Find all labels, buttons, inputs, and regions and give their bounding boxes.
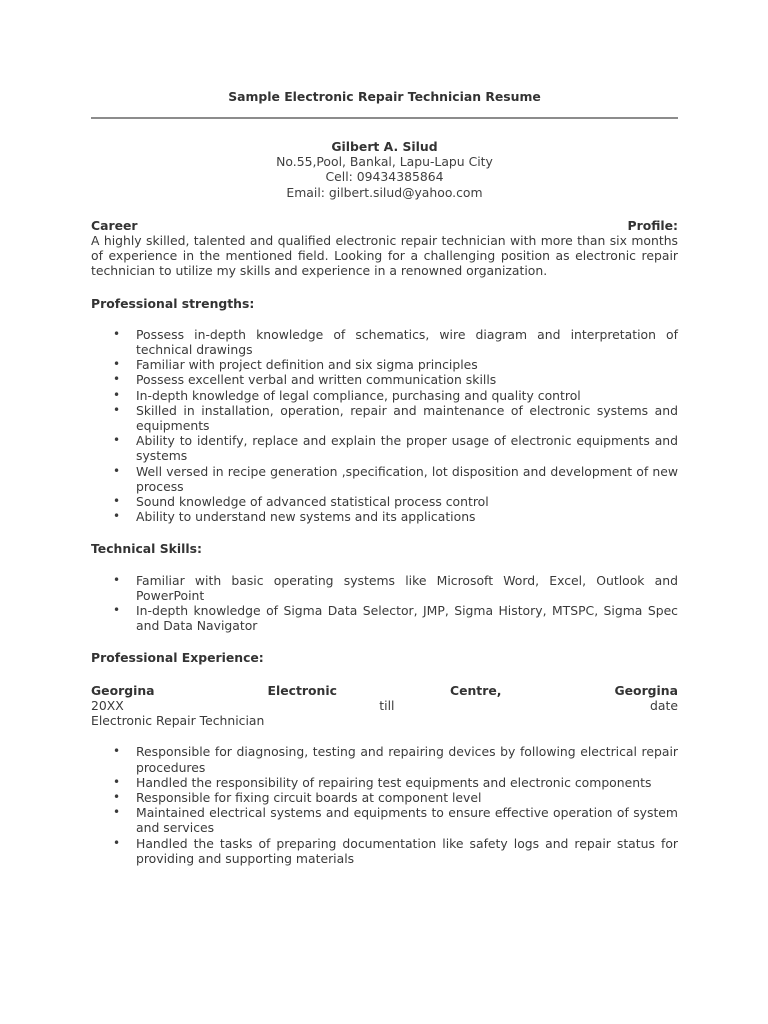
technical-skills-list (91, 573, 678, 634)
list-item: • Well versed in recipe generation ,specification, lot disposition and development of new process (113, 463, 678, 494)
bullet-icon: • (113, 835, 121, 850)
candidate-name: Gilbert A. Silud (331, 139, 438, 154)
list-item: • In-depth knowledge of legal compliance, purchasing and quality control (113, 387, 581, 403)
bullet-icon: • (113, 494, 121, 509)
experience-heading: Professional Experience: (91, 650, 264, 666)
employer-word: Centre, (449, 682, 502, 698)
candidate-cell: Cell: 09434385864 (325, 169, 444, 185)
list-item: • Handled the tasks of preparing documentation like safety logs and repair status for providing and supporting materials (113, 835, 678, 866)
list-item: • Maintained electrical systems and equipments to ensure effective operation of system and services (113, 805, 678, 836)
period-line (91, 698, 678, 713)
strengths-list (91, 327, 678, 525)
bullet-icon: • (113, 603, 121, 618)
bullet-icon: • (113, 357, 121, 372)
period-start: 20XX (91, 697, 124, 713)
bullet-icon: • (113, 789, 121, 804)
bullet-icon: • (113, 572, 121, 587)
list-item: • In-depth knowledge of Sigma Data Selector, JMP, Sigma History, MTSPC, Sigma Spec and Data Navigator (113, 603, 678, 634)
list-item: • Familiar with project definition and six sigma principles (113, 357, 478, 373)
bullet-icon: • (113, 433, 121, 448)
list-item: • Responsible for fixing circuit boards at component level (113, 789, 482, 805)
bullet-icon: • (113, 326, 121, 341)
bullet-icon: • (113, 402, 121, 417)
bullet-icon: • (113, 372, 121, 387)
bullet-icon: • (113, 774, 121, 789)
bullet-icon: • (113, 805, 121, 820)
strengths-heading: Professional strengths: (91, 295, 255, 311)
list-item: • Possess excellent verbal and written communication skills (113, 372, 497, 388)
list-item: • Responsible for diagnosing, testing and repairing devices by following electrical repair procedures (113, 744, 678, 775)
technical-skills-heading: Technical Skills: (91, 541, 202, 557)
bullet-icon: • (113, 387, 121, 402)
employer-line (91, 683, 678, 698)
resume-page (91, 89, 678, 866)
list-item: • Familiar with basic operating systems like Microsoft Word, Excel, Outlook and PowerPoint (113, 572, 678, 603)
experience-entry (91, 683, 678, 729)
career-heading-right: Profile: (627, 217, 678, 233)
bullet-icon: • (113, 509, 121, 524)
period-separator: till (379, 697, 395, 713)
contact-block (91, 139, 678, 200)
career-profile-text: A highly skilled, talented and qualified electronic repair technician with more than six months of experience in the mentioned field. Looking for a challenging position as electronic repair technician to utilize my skills and experience in a renowned organization. (91, 233, 678, 279)
career-heading-left: Career (91, 217, 138, 233)
employer-word: Electronic (267, 682, 337, 698)
candidate-email: Email: gilbert.silud@yahoo.com (286, 184, 483, 200)
title-divider (91, 117, 678, 119)
candidate-address: No.55,Pool, Bankal, Lapu-Lapu City (276, 154, 493, 170)
list-item: • Sound knowledge of advanced statistical process control (113, 494, 489, 510)
career-profile-heading (91, 218, 678, 233)
list-item: • Ability to identify, replace and explain the proper usage of electronic equipments and systems (113, 433, 678, 464)
list-item: • Handled the responsibility of repairing test equipments and electronic components (113, 774, 652, 790)
employer-word: Georgina (614, 682, 678, 698)
job-role: Electronic Repair Technician (91, 713, 265, 729)
bullet-icon: • (113, 744, 121, 759)
period-end: date (650, 697, 678, 713)
bullet-icon: • (113, 463, 121, 478)
list-item: • Ability to understand new systems and its applications (113, 509, 476, 525)
experience-list (91, 744, 678, 866)
employer-word: Georgina (91, 682, 155, 698)
document-title: Sample Electronic Repair Technician Resume (228, 89, 541, 104)
list-item: • Possess in-depth knowledge of schematics, wire diagram and interpretation of technical drawings (113, 326, 678, 358)
list-item: • Skilled in installation, operation, repair and maintenance of electronic systems and equipments (113, 402, 678, 434)
